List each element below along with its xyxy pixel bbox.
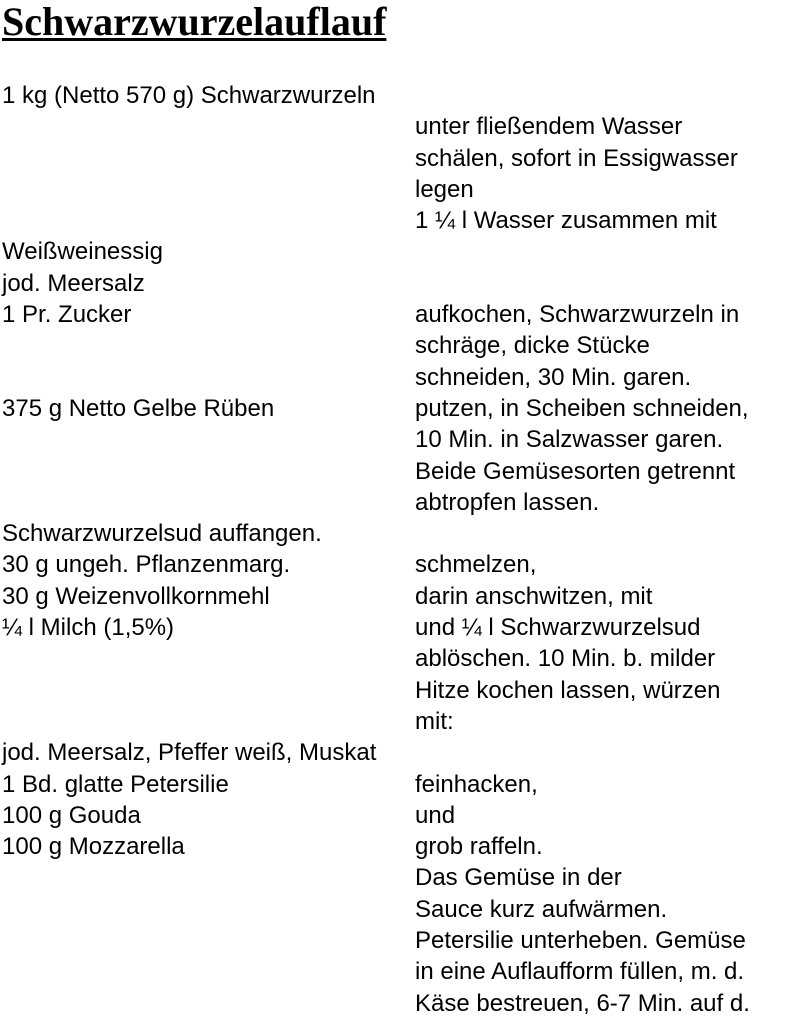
instruction-line: grob raffeln. (415, 833, 543, 861)
instruction-line: Käse bestreuen, 6-7 Min. auf d. (415, 989, 750, 1017)
instruction-line: ablöschen. 10 Min. b. milder (415, 645, 716, 673)
instruction-line: in eine Auflaufform füllen, m. d. (415, 958, 745, 986)
instruction-line: legen (415, 175, 474, 203)
ingredient-column (2, 769, 415, 800)
instruction-column (415, 518, 790, 549)
recipe-row (2, 236, 790, 267)
instruction-column (415, 236, 790, 267)
instruction-column (415, 299, 790, 393)
ingredient-line: 30 g Weizenvollkornmehl (2, 582, 270, 610)
instruction-line: abtropfen lassen. (415, 488, 600, 516)
recipe-row (2, 518, 790, 549)
instruction-column (415, 769, 790, 800)
ingredient-column (2, 831, 415, 1019)
ingredient-line: Weißweinessig (2, 238, 163, 266)
ingredient-line: 375 g Netto Gelbe Rüben (2, 394, 275, 422)
instruction-line: und (415, 801, 456, 829)
instruction-line: schräge, dicke Stücke (415, 332, 650, 360)
instruction-line: unter fließendem Wasser (415, 113, 683, 141)
instruction-column (415, 268, 790, 299)
ingredient-line: 1 Bd. glatte Petersilie (2, 770, 229, 798)
ingredient-column (2, 393, 415, 518)
instruction-line: Beide Gemüsesorten getrennt (415, 457, 736, 485)
ingredient-line: jod. Meersalz (2, 269, 145, 297)
instruction-line: mit: (415, 707, 454, 735)
recipe-row (2, 111, 790, 236)
ingredient-column (2, 612, 415, 737)
instruction-column (415, 800, 790, 831)
instruction-line: Petersilie unterheben. Gemüse (415, 927, 746, 955)
instruction-column (415, 393, 790, 518)
recipe-row (2, 268, 790, 299)
ingredient-line: 30 g ungeh. Pflanzenmarg. (2, 551, 291, 579)
ingredient-line: jod. Meersalz, Pfeffer weiß, Muskat (2, 739, 377, 767)
instruction-line: schneiden, 30 Min. garen. (415, 363, 692, 391)
ingredient-column (2, 581, 415, 612)
instruction-line: putzen, in Scheiben schneiden, (415, 394, 749, 422)
instruction-line: Das Gemüse in der (415, 864, 622, 892)
recipe-row (2, 549, 790, 580)
ingredient-column (2, 299, 415, 393)
ingredient-column (2, 800, 415, 831)
instruction-line: feinhacken, (415, 770, 538, 798)
instruction-column (415, 111, 790, 236)
instruction-column (415, 831, 790, 1019)
instruction-column (415, 612, 790, 737)
recipe-row (2, 800, 790, 831)
instruction-line: 10 Min. in Salzwasser garen. (415, 426, 724, 454)
ingredient-line: ¼ l Milch (1,5%) (2, 614, 175, 642)
ingredient-line: 100 g Mozzarella (2, 833, 185, 861)
instruction-line: schmelzen, (415, 551, 537, 579)
instruction-line: schälen, sofort in Essigwasser (415, 144, 738, 172)
recipe-row (2, 769, 790, 800)
recipe-body (2, 80, 790, 1019)
instruction-line: aufkochen, Schwarzwurzeln in (415, 301, 740, 329)
ingredient-line: 100 g Gouda (2, 801, 141, 829)
recipe-row (2, 299, 790, 393)
ingredient-column (2, 111, 415, 236)
recipe-row (2, 581, 790, 612)
instruction-line: Hitze kochen lassen, würzen (415, 676, 721, 704)
ingredient-column (2, 518, 415, 549)
ingredient-line: 1 kg (Netto 570 g) Schwarzwurzeln (2, 82, 376, 109)
instruction-line: 1 ¼ l Wasser zusammen mit (415, 207, 717, 235)
instruction-line: Sauce kurz aufwärmen. (415, 895, 668, 923)
ingredient-line: 1 Pr. Zucker (2, 301, 132, 329)
recipe-row (2, 393, 790, 518)
instruction-column (415, 549, 790, 580)
ingredient-column (2, 549, 415, 580)
ingredient-column (2, 236, 415, 267)
instruction-line: darin anschwitzen, mit (415, 582, 653, 610)
recipe-row (2, 612, 790, 737)
instruction-column (415, 581, 790, 612)
ingredient-line: Schwarzwurzelsud auffangen. (2, 520, 322, 548)
ingredient-column (2, 268, 415, 299)
instruction-line: und ¼ l Schwarzwurzelsud (415, 614, 701, 642)
recipe-row (2, 831, 790, 1019)
recipe-title: Schwarzwurzelauflauf (2, 0, 387, 44)
